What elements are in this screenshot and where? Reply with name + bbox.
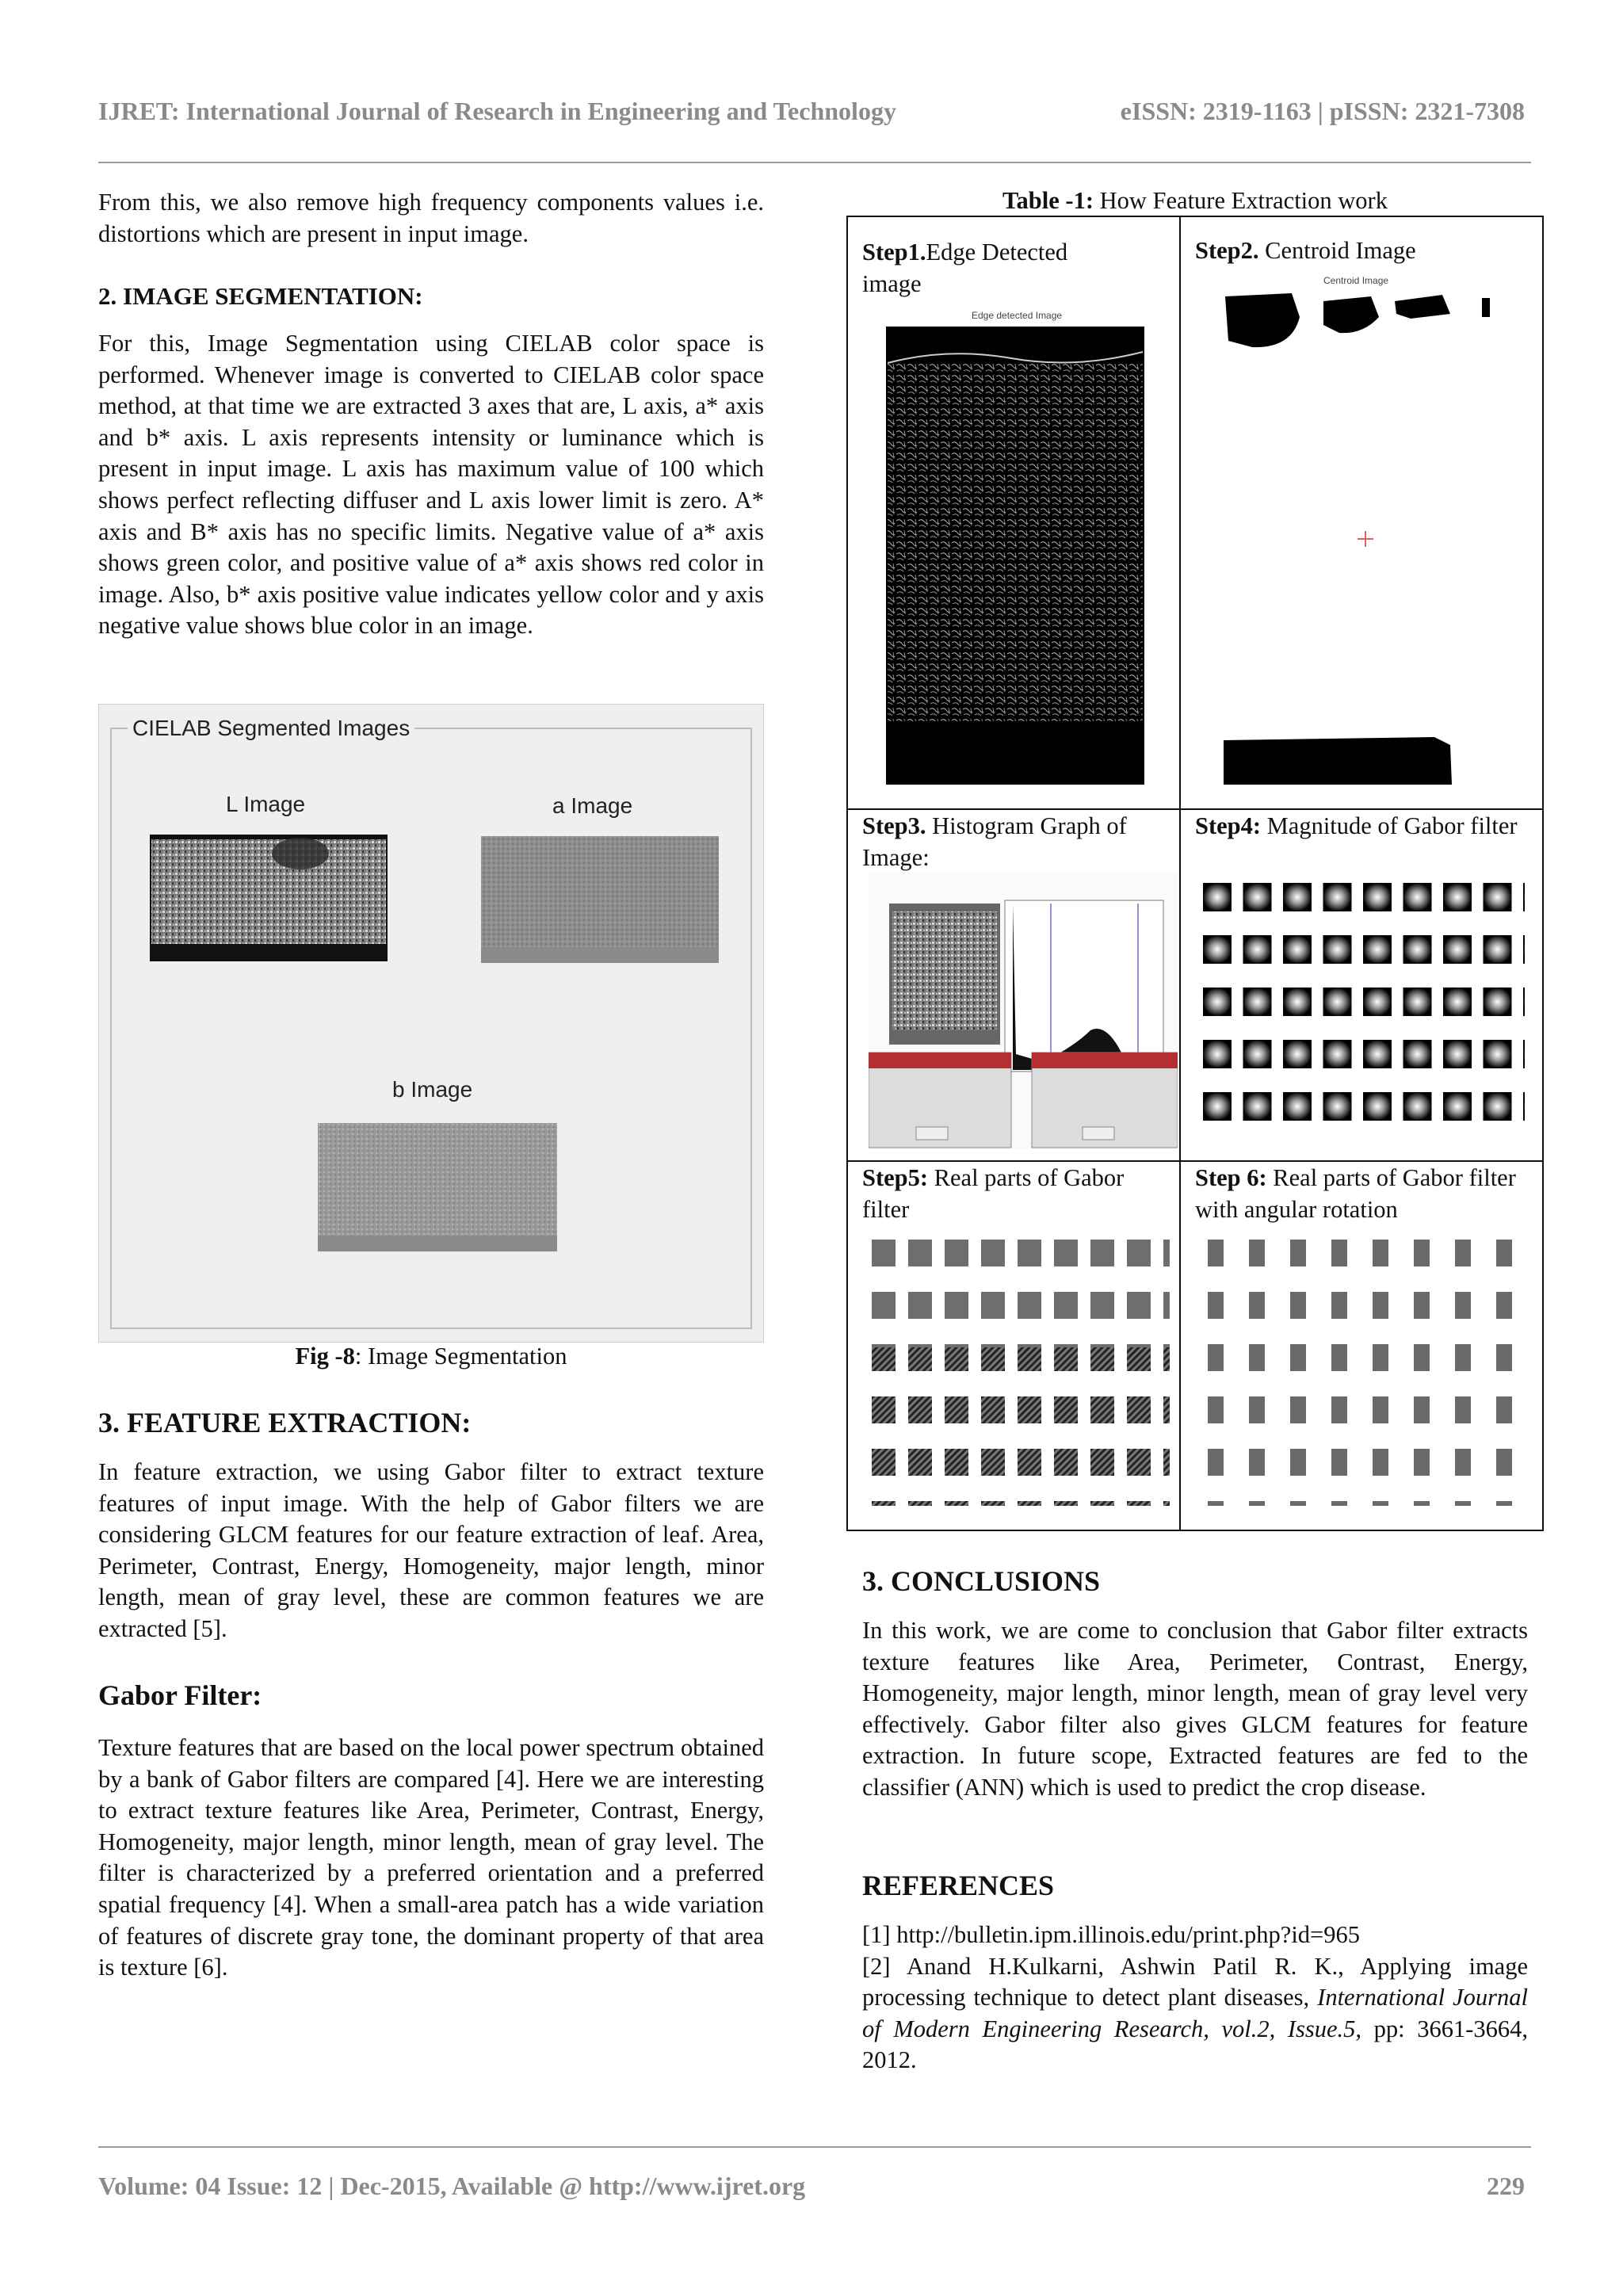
b-image-label: b Image — [392, 1077, 473, 1102]
section-heading-feature-extraction: 3. FEATURE EXTRACTION: — [98, 1407, 472, 1438]
segmentation-paragraph: For this, Image Segmentation using CIELAB color space is performed. Whenever image is converted to CIELAB color space method, at that time we are extracted 3 axes that are, L axis, a* axis and b* axis. L axis represents intensity or luminance which is present in input image. L axis has maximum value of 100 which shows perfect reflecting diffuser and L axis lower limit is zero. A* axis and B* axis has no specific limits. Negative value of a* axis shows green color, and positive value of a* axis shows red color in image. Also, b* axis positive value indicates yellow color and y axis negative value shows blue color in an image. — [98, 330, 764, 640]
journal-title: IJRET: International Journal of Research in Engineering and Technology — [98, 97, 896, 125]
section-heading-segmentation: 2. IMAGE SEGMENTATION: — [98, 282, 423, 310]
l-image — [150, 835, 388, 961]
figure-caption: Fig -8: Image Segmentation — [295, 1343, 567, 1370]
step6-label: Step 6: Real parts of Gabor filter with angular rotation — [1195, 1164, 1516, 1223]
step2-label: Step2. Centroid Image — [1195, 237, 1416, 264]
gabor-angular-rotation-grid — [1205, 1236, 1522, 1506]
step1-label: Step1.Edge Detected image — [862, 239, 1068, 297]
running-header — [98, 97, 1525, 136]
cielab-figure — [98, 704, 764, 1343]
conclusions-paragraph: In this work, we are come to conclusion that Gabor filter extracts texture features like Area, Perimeter, Contrast, Energy, Homogeneity, major length, minor length, mean of gray level very effectively. Gabor filter also gives GLCM features for feature extraction. In future scope, Extracted features are fed to the classifier (ANN) which is used to predict the crop disease. — [862, 1617, 1528, 1801]
edge-image-title: Edge detected Image — [972, 310, 1063, 321]
gabor-real-parts-grid — [869, 1236, 1170, 1506]
feature-extraction-paragraph: In feature extraction, we using Gabor filter to extract texture features of input image. With the help of Gabor filters we are considering GLCM features for our feature extraction of leaf. Area, Perimeter, Contrast, Energy, Homogeneity, major length, minor length, mean of gray level, these are common features we are extracted [5]. — [98, 1458, 764, 1642]
running-footer — [98, 2172, 1525, 2211]
references-list — [862, 1920, 1528, 2076]
header-rule — [98, 162, 1531, 163]
intro-paragraph: From this, we also remove high frequency components values i.e. distortions which are present in input image. — [98, 189, 764, 247]
table-title: Table -1: How Feature Extraction work — [1002, 187, 1388, 214]
reference-1: [1] http://bulletin.ipm.illinois.edu/print.php?id=965 — [862, 1921, 1361, 1948]
step5-label: Step5: Real parts of Gabor filter — [862, 1164, 1125, 1223]
subheading-gabor-filter: Gabor Filter: — [98, 1679, 262, 1711]
section-heading-references: REFERENCES — [862, 1870, 1055, 1901]
edge-detected-image — [884, 308, 1146, 785]
gabor-magnitude-grid — [1200, 880, 1525, 1141]
footer-rule — [98, 2146, 1531, 2148]
section-heading-conclusions: 3. CONCLUSIONS — [862, 1565, 1101, 1597]
volume-info: Volume: 04 Issue: 12 | Dec-2015, Available @ http://www.ijret.org — [98, 2172, 806, 2200]
a-image — [481, 836, 719, 963]
histogram-graph-image — [869, 872, 1178, 1149]
issn: eISSN: 2319-1163 | pISSN: 2321-7308 — [1120, 97, 1525, 125]
page-number: 229 — [1487, 2172, 1525, 2200]
b-image — [318, 1123, 557, 1251]
l-image-label: L Image — [226, 792, 306, 816]
table-column-divider — [1179, 216, 1181, 1531]
a-image-label: a Image — [552, 793, 633, 818]
reference-2: [2] Anand H.Kulkarni, Ashwin Patil R. K., Applying image processing technique to detect plant diseases, International Journal of Modern Engineering Research, vol.2, Issue.5, pp: 3661-3664, 2012. — [862, 1952, 1529, 2074]
gabor-filter-paragraph: Texture features that are based on the local power spectrum obtained by a bank of Gabor filters are compared [4]. Here we are interesting to extract texture features like Area, Perimeter, Contrast, Energy, Homogeneity, major length, minor length, mean of gray level. The filter is characterized by a preferred orientation and a preferred spatial frequency [4]. When a small-area patch has a wide variation of features of discrete gray tone, the dominant property of that area is texture [6]. — [98, 1734, 764, 1981]
centroid-image — [1220, 269, 1522, 793]
centroid-image-title: Centroid Image — [1323, 275, 1389, 286]
cielab-panel-title: CIELAB Segmented Images — [132, 716, 411, 740]
step3-label: Step3. Histogram Graph of Image: — [862, 812, 1127, 871]
step4-label: Step4: Magnitude of Gabor filter — [1195, 812, 1518, 839]
